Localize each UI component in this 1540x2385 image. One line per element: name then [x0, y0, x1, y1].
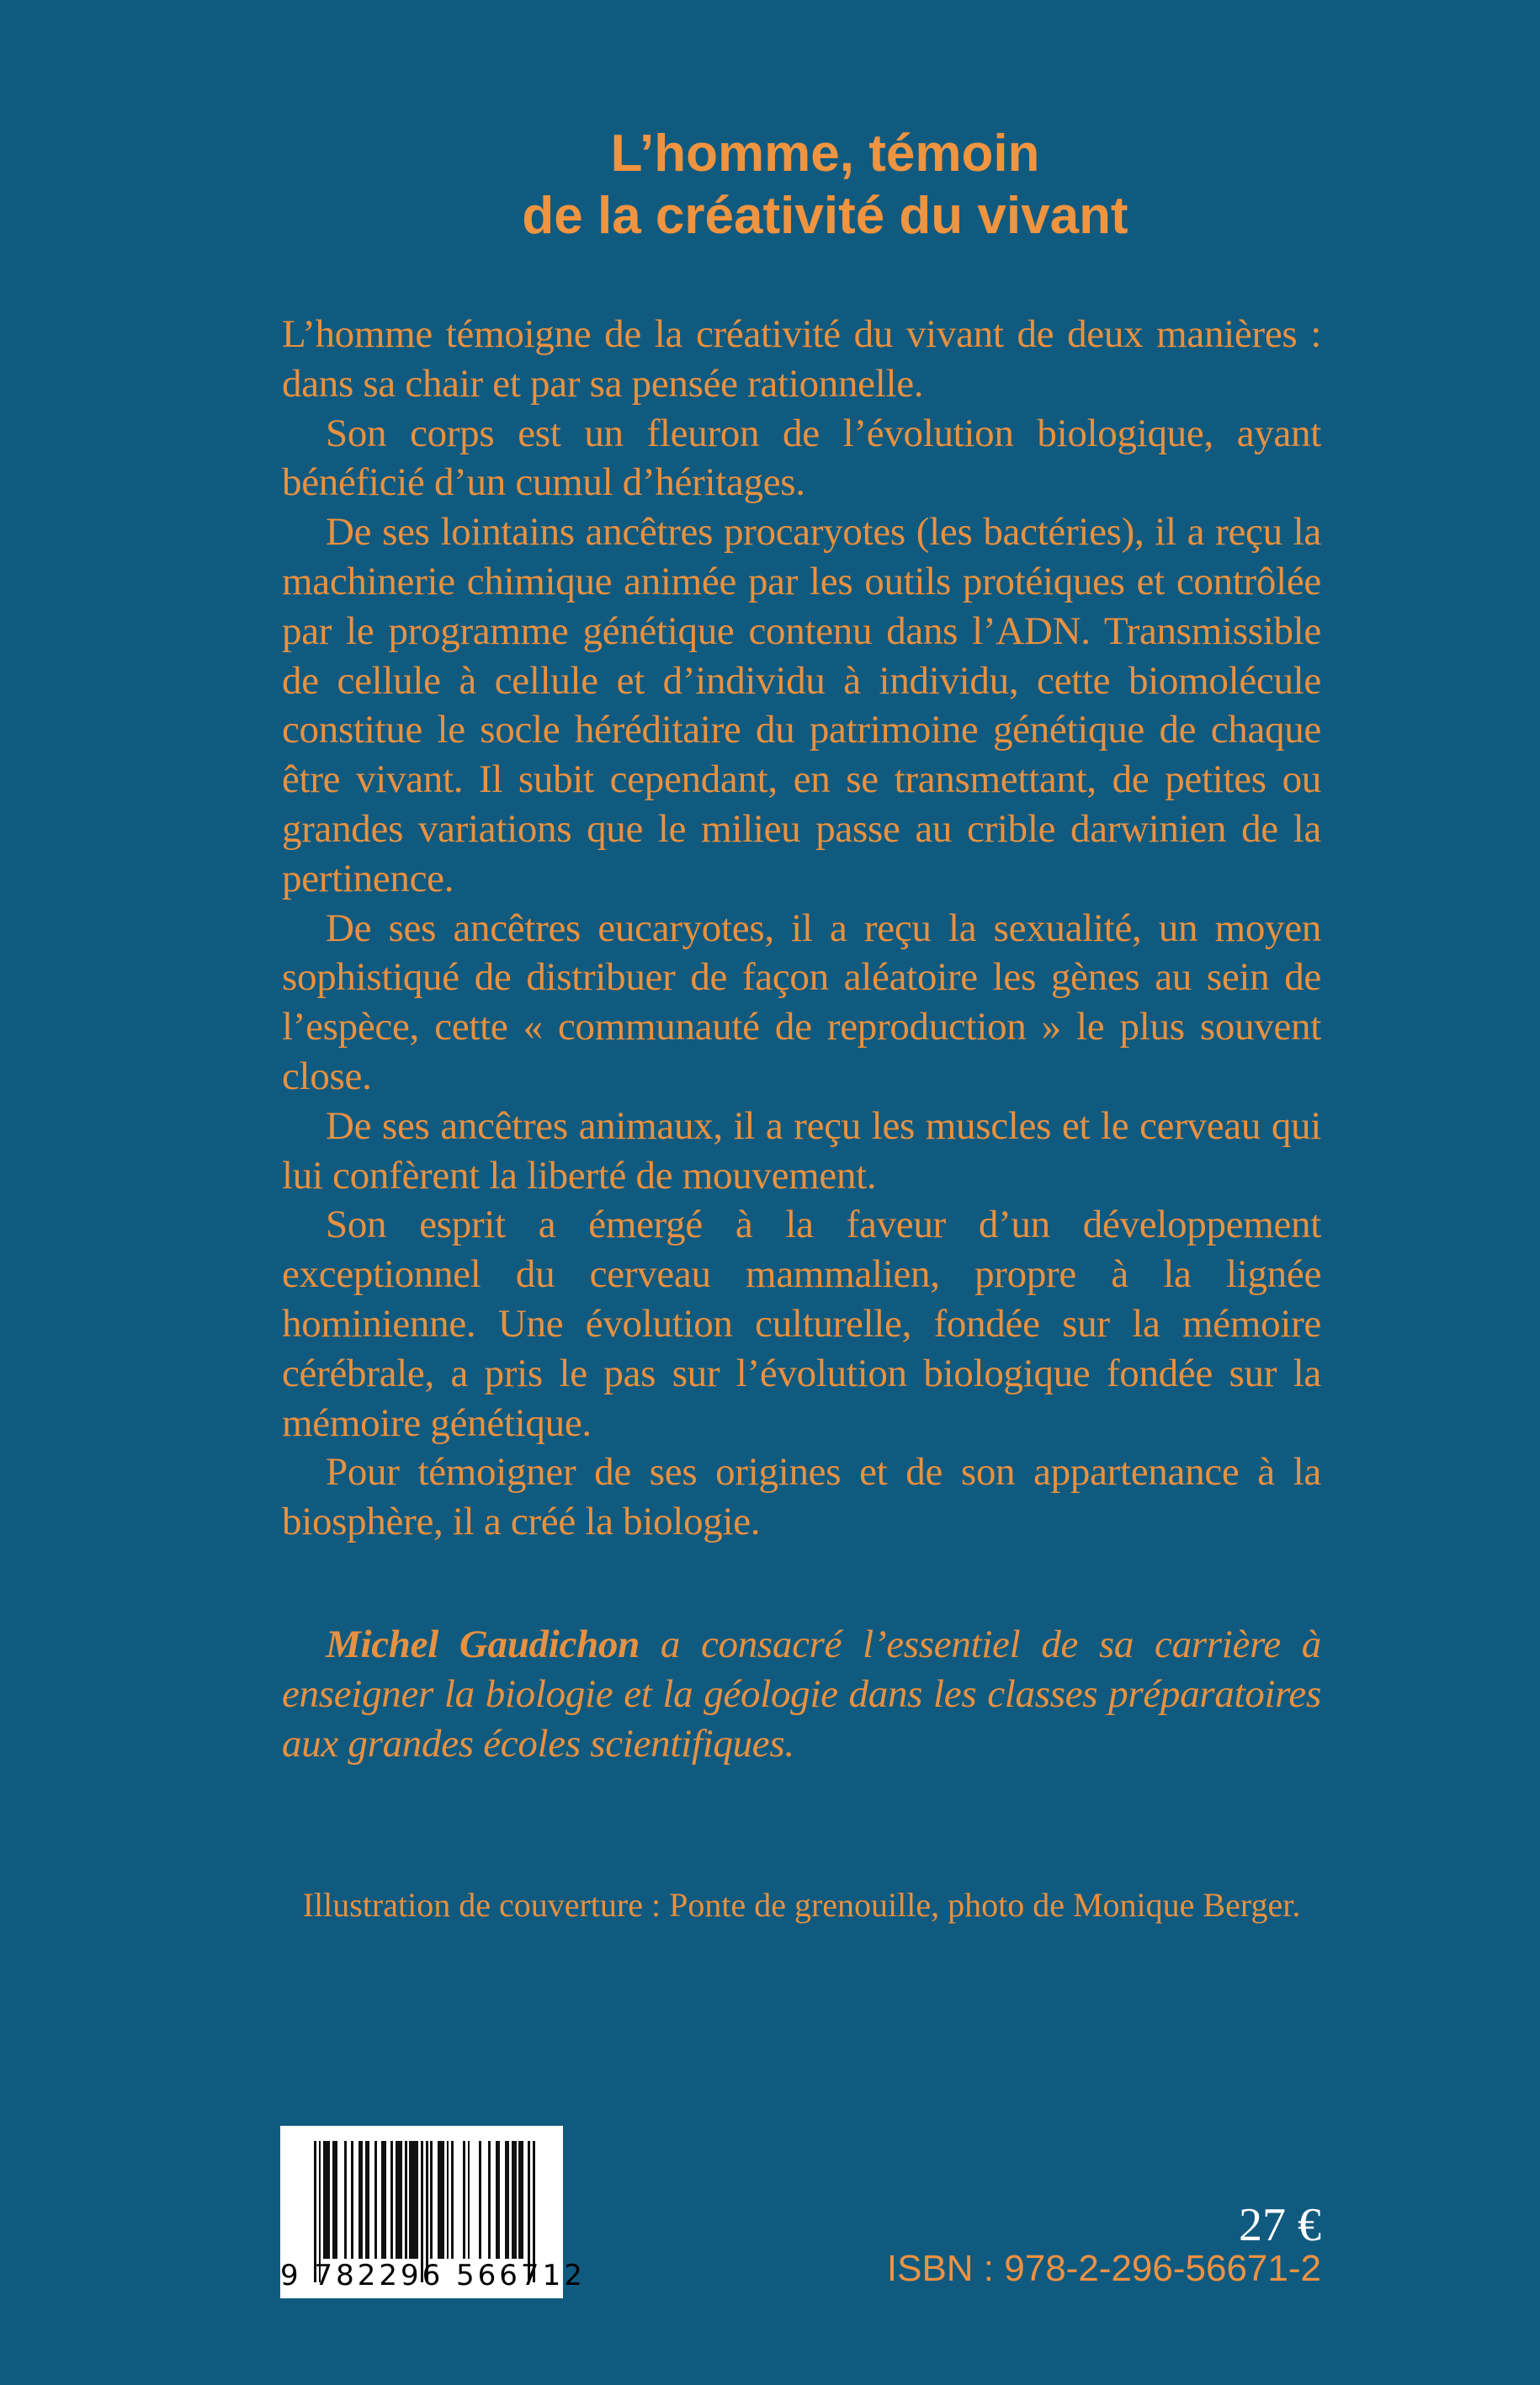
blurb-paragraph: L’homme témoigne de la créativité du vivant de deux manières : dans sa chair et par sa pensée rationnelle. [282, 312, 1321, 406]
book-title [282, 123, 1321, 247]
barcode-bars-icon [314, 2141, 534, 2259]
blurb-paragraph: De ses ancêtres eucaryotes, il a reçu la sexualité, un moyen sophistiqué de distribuer de façon aléatoire les gènes au sein de l’espèce, cette « communauté de reproduction » le plus souvent close. [282, 906, 1321, 1098]
barcode-digits: 9 782296 566712 [280, 2259, 586, 2292]
title-line-2: de la créativité du vivant [522, 187, 1128, 245]
price: 27 € [1239, 2199, 1321, 2251]
author-note [282, 1620, 1321, 1769]
blurb-paragraph: Son corps est un fleuron de l’évolution biologique, ayant bénéficié d’un cumul d’héritages. [282, 411, 1321, 505]
cover-illustration-credit: Illustration de couverture : Ponte de grenouille, photo de Monique Berger. [302, 1886, 1301, 1924]
blurb-paragraph: De ses lointains ancêtres procaryotes (les bactéries), il a reçu la machinerie chimique animée par les outils protéiques et contrôlée par le programme génétique contenu dans l’ADN. Transmissible de cellule à cellule et d’individu à individu, cette biomolécule constitue le socle héréditaire du patrimoine génétique de chaque être vivant. Il subit cependant, en se transmettant, de petites ou grandes variations que le milieu passe au crible darwinien de la pertinence. [282, 510, 1321, 900]
barcode [280, 2126, 586, 2298]
author-bio-text: a consacré l’essentiel de sa carrière à enseigner la biologie et la géologie dans les classes préparatoires aux grandes écoles scientifiques. [282, 1623, 1321, 1766]
author-name: Michel Gaudichon [326, 1623, 640, 1666]
blurb-paragraph: Pour témoigner de ses origines et de son appartenance à la biosphère, il a créé la biologie. [282, 1450, 1321, 1544]
isbn-number: ISBN : 978-2-296-56671-2 [886, 2248, 1321, 2289]
blurb-paragraph: Son esprit a émergé à la faveur d’un développement exceptionnel du cerveau mammalien, propre à la lignée hominienne. Une évolution culturelle, fondée sur la mémoire cérébrale, a pris le pas sur l’évolution biologique fondée sur la mémoire génétique. [282, 1203, 1321, 1445]
title-line-1: L’homme, témoin [610, 125, 1040, 183]
blurb-paragraph: De ses ancêtres animaux, il a reçu les muscles et le cerveau qui lui confèrent la liberté de mouvement. [282, 1103, 1321, 1198]
back-cover-blurb [282, 310, 1321, 1564]
